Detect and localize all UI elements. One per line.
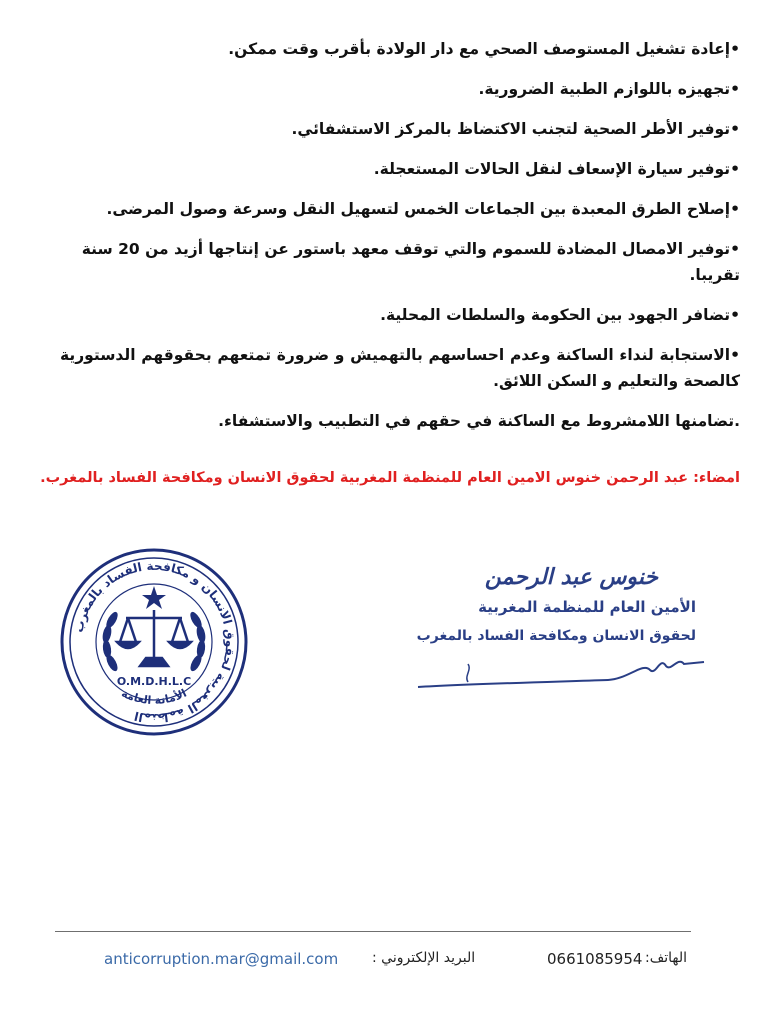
stamp-acronym: O.M.D.H.L.C: [116, 675, 192, 688]
email-label: البريد الإلكتروني :: [372, 950, 476, 966]
demand-item: •توفير الامصال المضادة للسموم والتي توقف معهد باستور عن إنتاجها أزيد من 20 سنة تقريبا.: [81, 240, 740, 284]
signature-stroke: [418, 662, 704, 687]
demand-item: •الاستجابة لنداء الساكنة وعدم احساسهم بالتهميش و ضرورة تمتعهم بحقوقهم الدستورية كالصحة والتعليم و السكن اللائق.: [60, 346, 740, 390]
signature-name: خنوس عبد الرحمن: [484, 565, 658, 590]
star-icon: [142, 586, 166, 609]
signature-title-line2: لحقوق الانسان ومكافحة الفساد بالمغرب: [416, 628, 696, 644]
email-link[interactable]: anticorruption.mar@gmail.com: [104, 950, 339, 968]
organization-stamp: [54, 542, 254, 742]
signature-line: امضاء: عبد الرحمن خنوس الامين العام للمنظمة المغربية لحقوق الانسان ومكافحة الفساد بالمغرب.: [40, 470, 740, 486]
demand-item: •إصلاح الطرق المعبدة بين الجماعات الخمس لتسهيل النقل وسرعة وصول المرضى.: [106, 200, 740, 218]
handwritten-signature: [408, 552, 708, 702]
footer-divider: [55, 931, 691, 932]
contact-footer: [0, 950, 780, 980]
stamp-bottom-text: الأمانة العامة: [119, 686, 189, 708]
demand-item: •توفير سيارة الإسعاف لنقل الحالات المستعجلة.: [373, 160, 740, 178]
phone-number: 0661085954: [547, 950, 643, 968]
demand-item: •تضافر الجهود بين الحكومة والسلطات المحلية.: [380, 306, 740, 324]
signature-title-line1: الأمين العام للمنظمة المغربية: [478, 598, 696, 616]
signature-flourish: [467, 664, 469, 682]
stamp-ring-text: المنظمة المغربية لحقوق الانسان و مكافحة الفساد بالمغرب: [71, 558, 238, 726]
phone-label: الهاتف:: [645, 950, 687, 966]
scales-of-justice-icon: [117, 610, 191, 666]
demand-item: .تضامنها اللامشروط مع الساكنة في حقهم في التطبيب والاستشفاء.: [218, 412, 740, 430]
demand-item: •تجهيزه باللوازم الطبية الضرورية.: [478, 80, 740, 98]
demands-list: [60, 36, 740, 448]
demand-item: •توفير الأطر الصحية لتجنب الاكتضاظ بالمركز الاستشفائي.: [291, 120, 740, 138]
demand-item: •إعادة تشغيل المستوصف الصحي مع دار الولادة بأقرب وقت ممكن.: [228, 40, 740, 58]
